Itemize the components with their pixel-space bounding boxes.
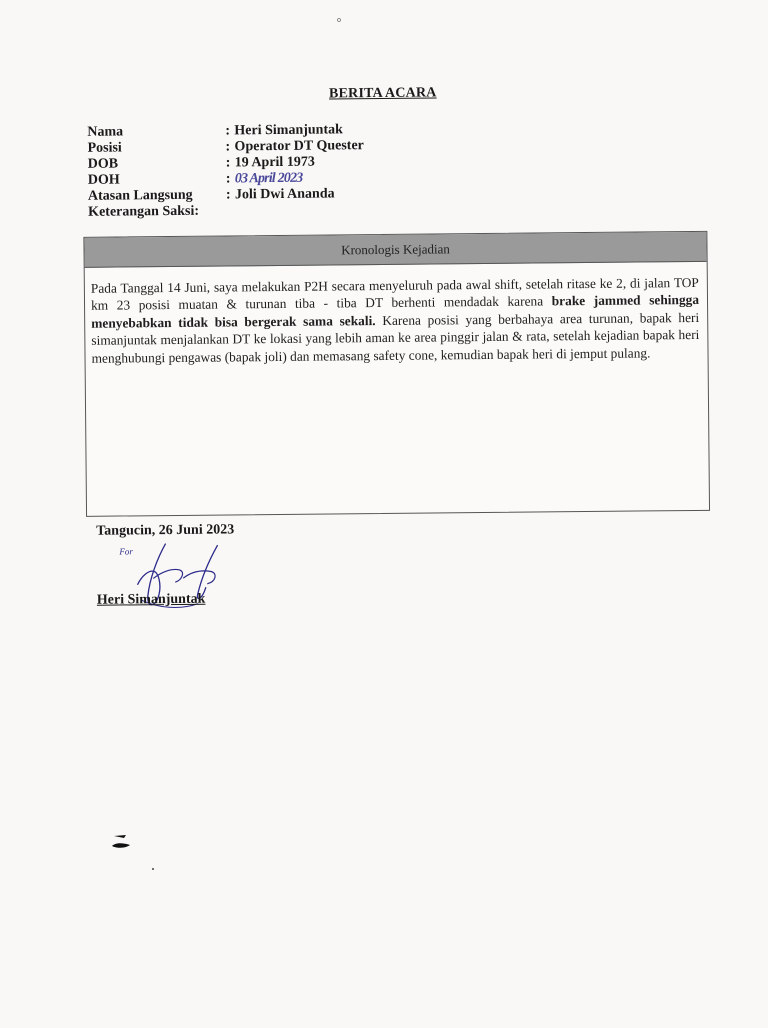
speck-mark [150,866,156,872]
info-value-doh-handwritten: 03 April 2023 [234,170,303,187]
info-colon: : [225,171,231,187]
info-colon: : [225,155,231,171]
signer-name: Heri Simanjuntak [96,591,206,608]
info-colon: : [225,187,231,203]
document-title: BERITA ACARA [328,85,437,102]
info-label: Posisi [87,140,122,156]
info-label: DOB [87,156,119,172]
info-value-dob: 19 April 1973 [234,154,315,171]
info-label: Keterangan Saksi: [88,203,200,220]
chronology-box [83,231,710,517]
info-value-position: Operator DT Quester [234,138,364,155]
chronology-text-bold: brake jammed sehingga menyebabkan tidak bisa bergerak sama sekali. [91,292,700,331]
ink-blot-mark [108,832,136,856]
signature-note: For [119,546,133,557]
info-colon: : [225,123,231,139]
personal-info-block [87,121,488,221]
info-row-saksi [88,201,488,221]
speck-mark [335,16,343,24]
info-label: DOH [87,172,120,188]
chronology-text-part1: Pada Tanggal 14 Juni, saya melakukan P2H secara menyeluruh pada awal shift, setelah ritase ke 2, di jalan TOP km 23 posisi muatan & turunan tiba - tiba DT berhenti mendadak karena [90,274,699,314]
info-label: Nama [87,124,124,140]
chronology-header: Kronologis Kejadian [84,232,706,268]
info-colon: : [225,139,231,155]
place-date: Tangucin, 26 Juni 2023 [96,522,235,539]
chronology-text-part2: Karena posisi yang berbahaya area turunan, bapak heri simanjuntak menjalankan DT ke lokasi yang lebih aman ke area pinggir jalan & rata, setelah kejadian bapak heri menghubungi pengawas (bapak joli) dan memasang safety cone, kemudian bapak heri di jemput pulang. [91,309,700,366]
info-label: Atasan Langsung [87,187,193,204]
info-value-name: Heri Simanjuntak [234,122,343,139]
info-value-supervisor: Joli Dwi Ananda [234,186,335,203]
chronology-text [85,262,708,367]
